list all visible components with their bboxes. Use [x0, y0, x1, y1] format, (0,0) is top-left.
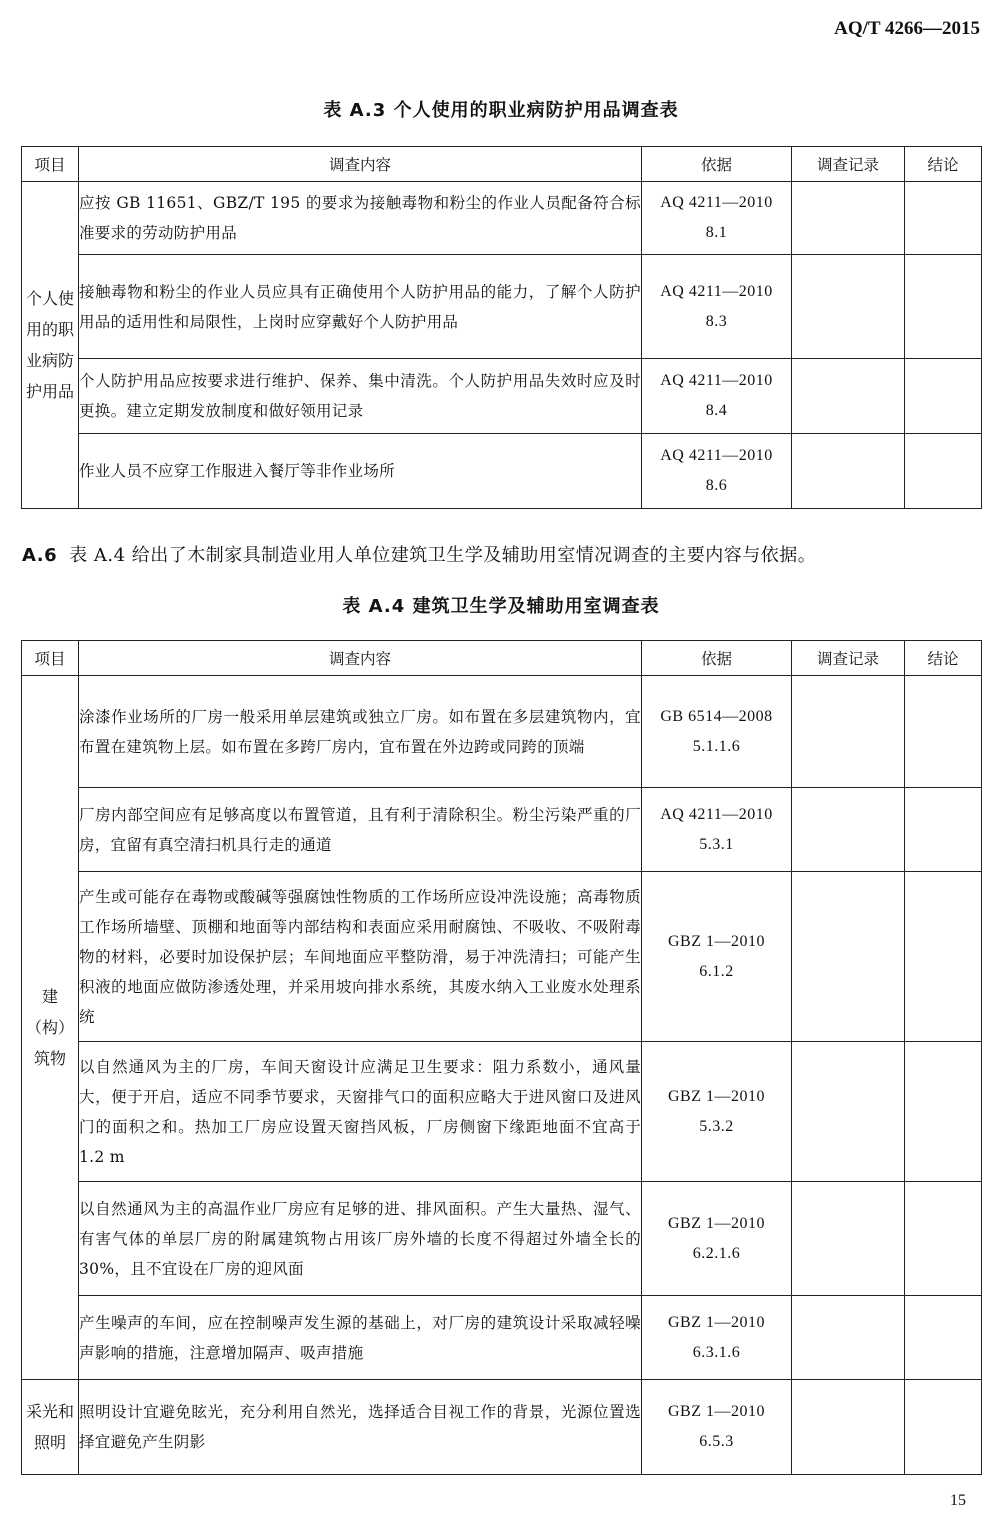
basis-cell: GBZ 1—2010 6.5.3 — [642, 1380, 792, 1475]
table-row — [22, 182, 982, 255]
content-cell: 厂房内部空间应有足够高度以布置管道，且有利于清除积尘。粉尘污染严重的厂房，宜留有真空清扫机具行走的通道 — [79, 788, 642, 872]
record-cell[interactable] — [792, 1296, 905, 1380]
content-cell: 应按 GB 11651、GBZ/T 195 的要求为接触毒物和粉尘的作业人员配备符合标准要求的劳动防护用品 — [79, 182, 642, 255]
content-cell: 接触毒物和粉尘的作业人员应具有正确使用个人防护用品的能力，了解个人防护用品的适用性和局限性，上岗时应穿戴好个人防护用品 — [79, 255, 642, 359]
table-row — [22, 1296, 982, 1380]
table-row — [22, 1182, 982, 1296]
basis-cell: AQ 4211—2010 8.3 — [642, 255, 792, 359]
content-cell: 产生或可能存在毒物或酸碱等强腐蚀性物质的工作场所应设冲洗设施；高毒物质工作场所墙壁、顶棚和地面等内部结构和表面应采用耐腐蚀、不吸收、不吸附毒物的材料，必要时加设保护层；车间地面应平整防滑，易于冲洗清扫；可能产生积液的地面应做防渗透处理，并采用坡向排水系统，其废水纳入工业废水处理系统 — [79, 872, 642, 1042]
record-cell[interactable] — [792, 359, 905, 434]
basis-cell: GBZ 1—2010 6.1.2 — [642, 872, 792, 1042]
table-row — [22, 1042, 982, 1182]
record-cell[interactable] — [792, 676, 905, 788]
paragraph-text: 表 A.4 给出了木制家具制造业用人单位建筑卫生学及辅助用室情况调查的主要内容与依据。 — [69, 545, 817, 566]
record-cell[interactable] — [792, 1182, 905, 1296]
record-cell[interactable] — [792, 182, 905, 255]
header-item: 项目 — [22, 147, 79, 182]
basis-cell: AQ 4211—2010 8.1 — [642, 182, 792, 255]
table-row — [22, 1380, 982, 1475]
table-row — [22, 872, 982, 1042]
table-a4-title: 表 A.4 建筑卫生学及辅助用室调查表 — [342, 596, 660, 617]
conclusion-cell[interactable] — [905, 1182, 982, 1296]
paragraph-number: A.6 — [22, 545, 58, 566]
table-a3 — [21, 146, 982, 509]
category-cell: 采光和照明 — [22, 1380, 79, 1475]
conclusion-cell[interactable] — [905, 255, 982, 359]
table-row — [22, 434, 982, 509]
basis-cell: AQ 4211—2010 8.6 — [642, 434, 792, 509]
table-header-row — [22, 147, 982, 182]
basis-cell: GBZ 1—2010 5.3.2 — [642, 1042, 792, 1182]
basis-cell: AQ 4211—2010 5.3.1 — [642, 788, 792, 872]
table-row — [22, 359, 982, 434]
conclusion-cell[interactable] — [905, 1380, 982, 1475]
table-a3-title: 表 A.3 个人使用的职业病防护用品调查表 — [323, 100, 679, 121]
conclusion-cell[interactable] — [905, 182, 982, 255]
header-basis: 依据 — [642, 147, 792, 182]
record-cell[interactable] — [792, 255, 905, 359]
record-cell[interactable] — [792, 1042, 905, 1182]
conclusion-cell[interactable] — [905, 872, 982, 1042]
header-record: 调查记录 — [792, 641, 905, 676]
page-number: 15 — [950, 1492, 966, 1509]
header-item: 项目 — [22, 641, 79, 676]
table-row — [22, 255, 982, 359]
content-cell: 涂漆作业场所的厂房一般采用单层建筑或独立厂房。如布置在多层建筑物内，宜布置在建筑物上层。如布置在多跨厂房内，宜布置在外边跨或同跨的顶端 — [79, 676, 642, 788]
basis-cell: AQ 4211—2010 8.4 — [642, 359, 792, 434]
header-record: 调查记录 — [792, 147, 905, 182]
table-row — [22, 788, 982, 872]
record-cell[interactable] — [792, 1380, 905, 1475]
record-cell[interactable] — [792, 872, 905, 1042]
conclusion-cell[interactable] — [905, 1296, 982, 1380]
table-row — [22, 676, 982, 788]
paragraph-a6 — [22, 541, 992, 567]
document-code: AQ/T 4266—2015 — [834, 18, 980, 39]
basis-cell: GB 6514—2008 5.1.1.6 — [642, 676, 792, 788]
header-content: 调查内容 — [79, 147, 642, 182]
conclusion-cell[interactable] — [905, 434, 982, 509]
record-cell[interactable] — [792, 788, 905, 872]
header-basis: 依据 — [642, 641, 792, 676]
header-content: 调查内容 — [79, 641, 642, 676]
content-cell: 照明设计宜避免眩光，充分利用自然光，选择适合目视工作的背景，光源位置选择宜避免产生阴影 — [79, 1380, 642, 1475]
table-a4 — [21, 640, 982, 1475]
table-header-row — [22, 641, 982, 676]
content-cell: 产生噪声的车间，应在控制噪声发生源的基础上，对厂房的建筑设计采取减轻噪声影响的措施，注意增加隔声、吸声措施 — [79, 1296, 642, 1380]
conclusion-cell[interactable] — [905, 788, 982, 872]
conclusion-cell[interactable] — [905, 676, 982, 788]
content-cell: 以自然通风为主的高温作业厂房应有足够的进、排风面积。产生大量热、湿气、有害气体的单层厂房的附属建筑物占用该厂房外墙的长度不得超过外墙全长的 30%，且不宜设在厂房的迎风面 — [79, 1182, 642, 1296]
category-cell: 个人使用的职业病防护用品 — [22, 182, 79, 509]
content-cell: 以自然通风为主的厂房，车间天窗设计应满足卫生要求：阻力系数小，通风量大，便于开启，适应不同季节要求，天窗排气口的面积应略大于进风窗口及进风门的面积之和。热加工厂房应设置天窗挡风板，厂房侧窗下缘距地面不宜高于 1.2 m — [79, 1042, 642, 1182]
category-cell: 建（构）筑物 — [22, 676, 79, 1380]
record-cell[interactable] — [792, 434, 905, 509]
content-cell: 作业人员不应穿工作服进入餐厅等非作业场所 — [79, 434, 642, 509]
header-conclusion: 结论 — [905, 147, 982, 182]
basis-cell: GBZ 1—2010 6.3.1.6 — [642, 1296, 792, 1380]
conclusion-cell[interactable] — [905, 1042, 982, 1182]
header-conclusion: 结论 — [905, 641, 982, 676]
content-cell: 个人防护用品应按要求进行维护、保养、集中清洗。个人防护用品失效时应及时更换。建立定期发放制度和做好领用记录 — [79, 359, 642, 434]
basis-cell: GBZ 1—2010 6.2.1.6 — [642, 1182, 792, 1296]
conclusion-cell[interactable] — [905, 359, 982, 434]
